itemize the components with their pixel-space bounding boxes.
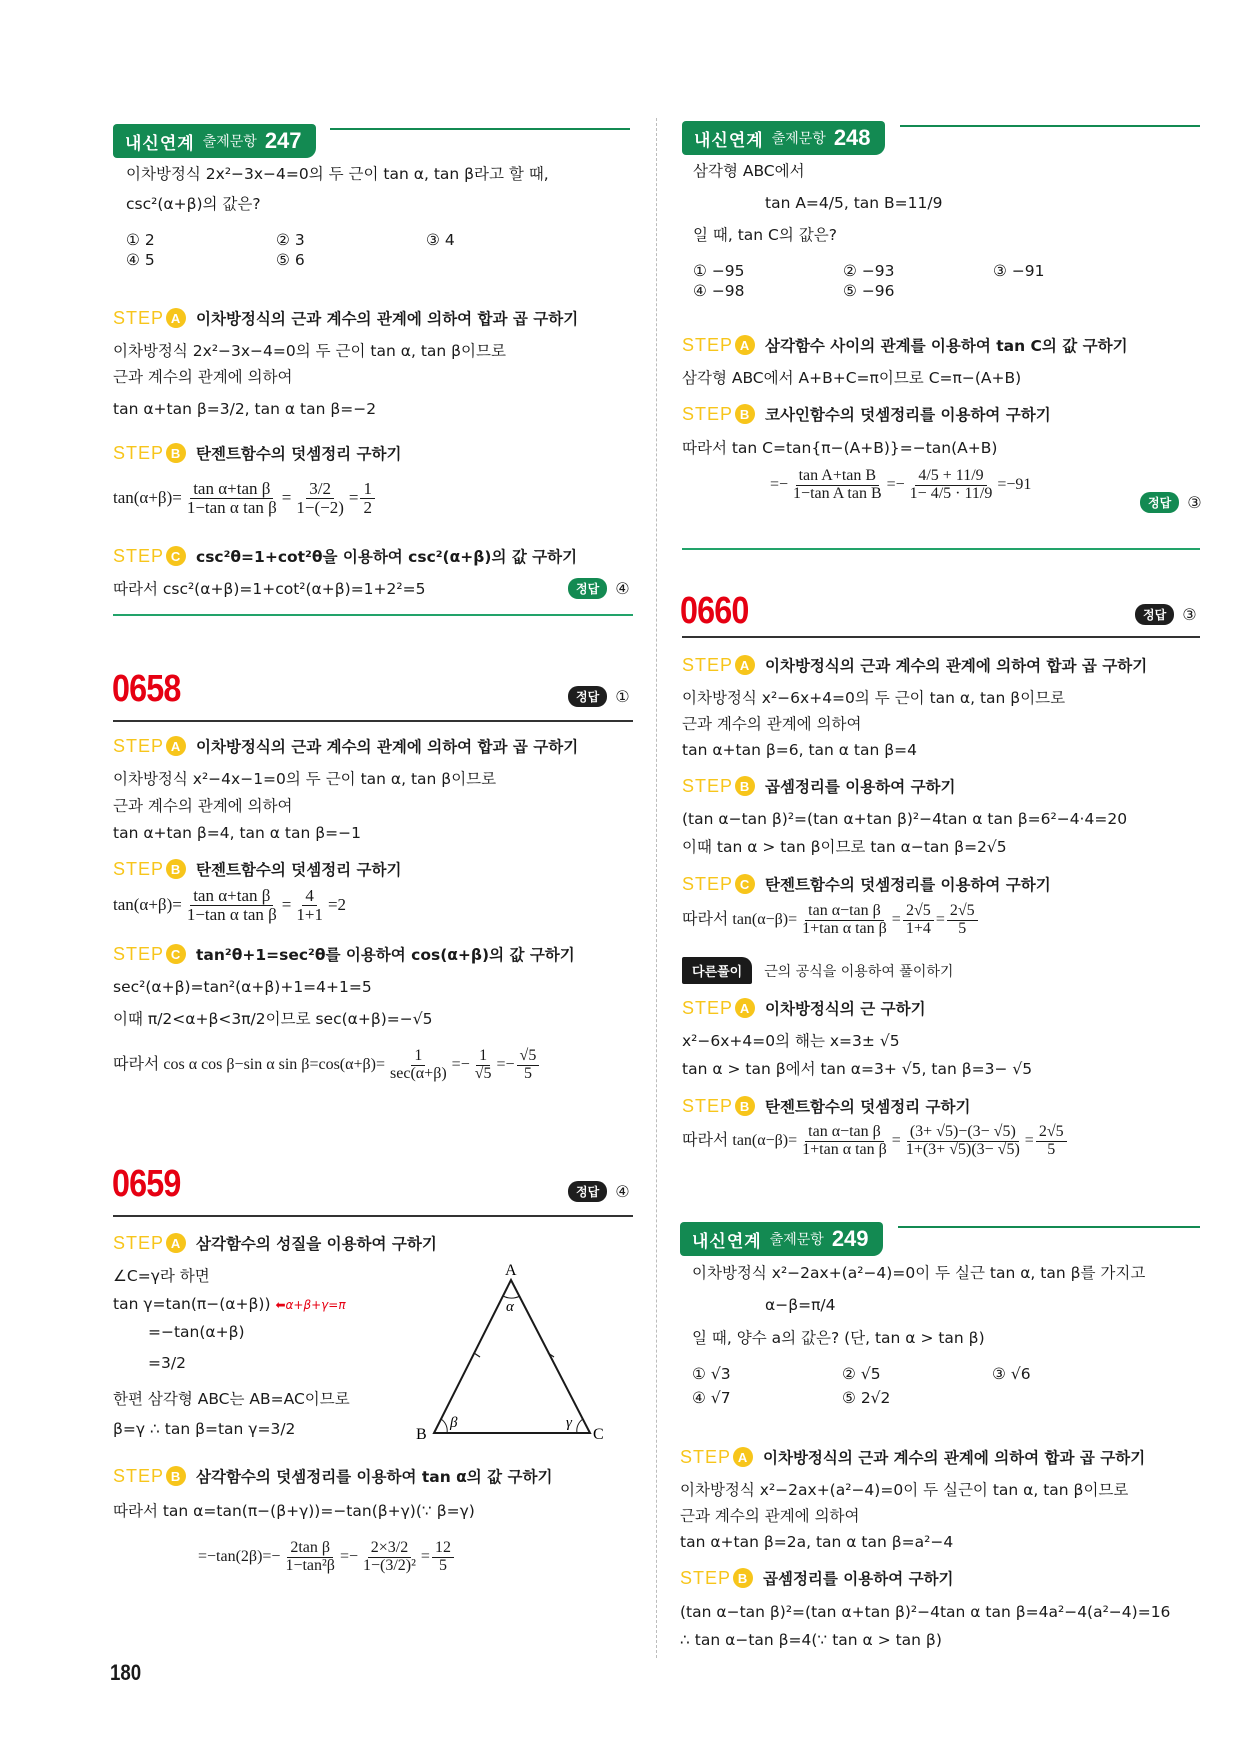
- step-title: 이차방정식의 근과 계수의 관계에 의하여 합과 곱 구하기: [196, 310, 579, 328]
- step-word: STEP: [682, 334, 734, 355]
- step-letter-icon: A: [166, 736, 186, 756]
- eq-part: =: [891, 911, 901, 929]
- equation: [198, 1540, 456, 1575]
- numerator: 2√5: [1036, 1124, 1067, 1142]
- denominator: 1+1: [296, 904, 323, 924]
- choice: ③ √6: [992, 1365, 1031, 1383]
- eq-part: 따라서 tan(α−β)=: [682, 1132, 798, 1150]
- step-letter-icon: A: [166, 308, 186, 328]
- section-rule: [113, 614, 633, 616]
- question-text: 이차방정식 x²−2ax+(a²−4)=0이 두 실근 tan α, tan β를 가지고: [692, 1264, 1146, 1282]
- answer-badge: 정답: [568, 578, 607, 599]
- numerator: tan α+tan β: [190, 480, 273, 499]
- solution-line: tan α+tan β=3/2, tan α tan β=−2: [113, 400, 377, 418]
- step-word: STEP: [113, 545, 165, 566]
- answer-badge: 정답: [568, 1181, 607, 1202]
- step-letter-icon: C: [166, 944, 186, 964]
- exam-sub: 출제문항: [769, 1232, 824, 1248]
- question-text: α−β=π/4: [765, 1296, 836, 1314]
- problem-rule: [113, 720, 633, 722]
- eq-part: =: [935, 911, 945, 929]
- step-word: STEP: [113, 442, 165, 463]
- answer-value: ③: [1182, 605, 1197, 624]
- step-b: [680, 1567, 954, 1589]
- step-word: STEP: [680, 1446, 732, 1467]
- question-text: csc²(α+β)의 값은?: [126, 195, 261, 213]
- exam-number: 249: [831, 1226, 869, 1251]
- step-a: [682, 654, 1147, 676]
- answer-value: ④: [615, 579, 630, 598]
- eq-part: =: [1024, 1132, 1034, 1150]
- step-word: STEP: [682, 997, 734, 1018]
- solution-line: 근과 계수의 관계에 의하여: [682, 715, 862, 733]
- section-rule: [682, 548, 1200, 550]
- solution-line: 근과 계수의 관계에 의하여: [680, 1507, 860, 1525]
- step-title: 삼각함수의 성질을 이용하여 구하기: [196, 1235, 437, 1253]
- choice: ① 2: [126, 231, 155, 249]
- problem-number: 0658: [112, 668, 181, 710]
- numerator: tan A+tan B: [796, 468, 879, 486]
- equation: [770, 468, 1031, 503]
- step-title: 탄젠트함수의 덧셈정리 구하기: [196, 861, 402, 879]
- denominator: 1+(3+ √5)(3− √5): [905, 1140, 1020, 1158]
- angle-beta-label: β: [450, 1415, 458, 1431]
- numerator: 1: [476, 1048, 490, 1066]
- step-letter-icon: A: [166, 1233, 186, 1253]
- step-word: STEP: [113, 1232, 165, 1253]
- step-title: 탄젠트함수의 덧셈정리 구하기: [765, 1098, 971, 1116]
- solution-line: 이차방정식 x²−6x+4=0의 두 근이 tan α, tan β이므로: [682, 689, 1066, 707]
- question-text: 삼각형 ABC에서: [693, 162, 805, 180]
- denominator: 2: [363, 497, 372, 517]
- triangle-figure: [410, 1255, 610, 1440]
- denominator: sec(α+β): [390, 1064, 447, 1082]
- step-letter-icon: B: [735, 1096, 755, 1116]
- eq-part: =−tan(2β)=−: [198, 1548, 281, 1566]
- eq-part: tan(α+β)=: [113, 488, 182, 508]
- step-b: [113, 442, 401, 464]
- numerator: tan α−tan β: [805, 903, 884, 921]
- solution-line: 이차방정식 x²−4x−1=0의 두 근이 tan α, tan β이므로: [113, 770, 497, 788]
- step-word: STEP: [682, 403, 734, 424]
- solution-line: tan α+tan β=4, tan α tan β=−1: [113, 824, 361, 842]
- solution-line: 따라서 tan α=tan(π−(β+γ))=−tan(β+γ)(∵ β=γ): [113, 1502, 475, 1520]
- denominator: 5: [958, 919, 967, 937]
- choice: ② √5: [842, 1365, 881, 1383]
- step-word: STEP: [680, 1567, 732, 1588]
- solution-line: 한편 삼각형 ABC는 AB=AC이므로: [113, 1390, 350, 1408]
- answer-value: ④: [615, 1182, 630, 1201]
- numerator: 2×3/2: [368, 1540, 411, 1558]
- eq-part: 따라서 tan(α−β)=: [682, 911, 798, 929]
- numerator: 4/5 + 11/9: [915, 468, 986, 486]
- numerator: 1: [360, 480, 375, 499]
- numerator: 2tan β: [287, 1540, 333, 1558]
- choice: ③ 4: [426, 231, 455, 249]
- eq-part: =−: [451, 1056, 470, 1074]
- eq-part: =: [348, 488, 359, 508]
- step-word: STEP: [682, 775, 734, 796]
- step-title: 탄젠트함수의 덧셈정리 구하기: [196, 445, 402, 463]
- step-letter-icon: A: [735, 655, 755, 675]
- step-word: STEP: [113, 858, 165, 879]
- solution-line: x²−6x+4=0의 해는 x=3± √5: [682, 1032, 900, 1050]
- numerator: tan α−tan β: [805, 1124, 884, 1142]
- denominator: 1−(3/2)²: [363, 1556, 416, 1574]
- alt-solution-badge: 다른풀이: [682, 957, 752, 984]
- solution-line: 이때 tan α > tan β이므로 tan α−tan β=2√5: [682, 838, 1007, 856]
- eq-part: =−: [886, 476, 905, 494]
- eq-part: =−: [496, 1056, 515, 1074]
- choice: ④ −98: [693, 282, 745, 300]
- denominator: 5: [1047, 1140, 1056, 1158]
- solution-line: 이차방정식 x²−2ax+(a²−4)=0이 두 실근이 tan α, tan β이므로: [680, 1481, 1129, 1499]
- solution-line: sec²(α+β)=tan²(α+β)+1=4+1=5: [113, 978, 372, 996]
- step-word: STEP: [113, 307, 165, 328]
- eq-part: =−: [339, 1548, 358, 1566]
- choices-249: [692, 1365, 1142, 1407]
- step-letter-icon: B: [733, 1568, 753, 1588]
- denominator: 1+4: [905, 919, 931, 937]
- choice: ④ √7: [692, 1389, 731, 1407]
- choice: ② −93: [843, 262, 895, 280]
- denominator: 5: [523, 1064, 532, 1082]
- exam-box-247-header: [113, 124, 316, 158]
- alt-solution-header: [682, 957, 953, 984]
- step-title: 곱셈정리를 이용하여 구하기: [765, 778, 956, 796]
- column-divider: [656, 118, 657, 1658]
- solution-line: tan α+tan β=2a, tan α tan β=a²−4: [680, 1533, 954, 1551]
- exam-rule: [898, 1226, 1200, 1228]
- step-letter-icon: B: [166, 859, 186, 879]
- step-b: [113, 1465, 552, 1487]
- exam-brand: 내신연계: [125, 133, 195, 154]
- question-text: 이차방정식 2x²−3x−4=0의 두 근이 tan α, tan β라고 할 때,: [126, 165, 549, 183]
- denominator: √5: [474, 1064, 492, 1082]
- numerator: 3/2: [306, 480, 334, 499]
- equation: [682, 1124, 1069, 1159]
- eq-part: tan(α+β)=: [113, 895, 182, 915]
- choice: ④ 5: [126, 251, 155, 269]
- step-c: [113, 545, 577, 567]
- answer-0658: [568, 686, 630, 707]
- step-title: 삼각함수 사이의 관계를 이용하여 tan C의 값 구하기: [765, 337, 1128, 355]
- numerator: tan α+tan β: [190, 887, 273, 906]
- solution-line: β=γ ∴ tan β=tan γ=3/2: [113, 1420, 296, 1438]
- eq-part: tan γ=tan(π−(α+β)): [113, 1295, 271, 1313]
- exam-box-248-header: [682, 121, 885, 155]
- solution-line: 이때 π/2<α+β<3π/2이므로 sec(α+β)=−√5: [113, 1010, 433, 1028]
- step-word: STEP: [682, 873, 734, 894]
- step-letter-icon: C: [166, 546, 186, 566]
- choice: ⑤ 2√2: [842, 1389, 891, 1407]
- question-text: 일 때, 양수 a의 값은? (단, tan α > tan β): [692, 1329, 985, 1347]
- solution-line: (tan α−tan β)²=(tan α+tan β)²−4tan α tan β=6²−4·4=20: [682, 810, 1128, 828]
- choices-247: [126, 231, 576, 269]
- numerator: 2√5: [947, 903, 978, 921]
- denominator: 1−tan α tan β: [186, 497, 277, 517]
- numerator: 1: [411, 1048, 425, 1066]
- exam-box-249-header: [680, 1222, 883, 1256]
- denominator: 1−tan α tan β: [186, 904, 277, 924]
- answer-badge: 정답: [1140, 492, 1179, 513]
- answer-badge: 정답: [568, 686, 607, 707]
- exam-sub: 출제문항: [202, 134, 257, 150]
- answer-value: ①: [615, 687, 630, 706]
- vertex-b-label: B: [416, 1426, 427, 1440]
- alt-solution-title: 근의 공식을 이용하여 풀이하기: [764, 963, 954, 980]
- denominator: 5: [438, 1556, 447, 1574]
- answer-value: ③: [1187, 493, 1202, 512]
- choice: ③ −91: [993, 262, 1045, 280]
- step-b: [682, 775, 956, 797]
- equation: [113, 480, 377, 517]
- step-title: 이차방정식의 근과 계수의 관계에 의하여 합과 곱 구하기: [765, 657, 1148, 675]
- eq-part: =: [891, 1132, 901, 1150]
- step-letter-icon: A: [733, 1447, 753, 1467]
- denominator: 1− 4/5 · 11/9: [909, 484, 993, 502]
- step-title: tan²θ+1=sec²θ를 이용하여 cos(α+β)의 값 구하기: [196, 946, 575, 964]
- solution-line: ∴ tan α−tan β=4(∵ tan α > tan β): [680, 1631, 942, 1649]
- answer-0659: [568, 1181, 630, 1202]
- step-word: STEP: [113, 1465, 165, 1486]
- step-a: [113, 307, 578, 329]
- step-title: 이차방정식의 근 구하기: [765, 1000, 926, 1018]
- step-title: 이차방정식의 근과 계수의 관계에 의하여 합과 곱 구하기: [196, 738, 579, 756]
- step-letter-icon: B: [166, 1466, 186, 1486]
- solution-line: 근과 계수의 관계에 의하여: [113, 797, 293, 815]
- exam-number: 248: [833, 125, 871, 150]
- equation: [113, 887, 346, 924]
- step-a: [682, 997, 926, 1019]
- problem-rule: [113, 1215, 633, 1217]
- choice: ⑤ 6: [276, 251, 305, 269]
- exam-sub: 출제문항: [771, 131, 826, 147]
- step-letter-icon: B: [735, 404, 755, 424]
- step-letter-icon: C: [735, 874, 755, 894]
- solution-line: 근과 계수의 관계에 의하여: [113, 368, 293, 386]
- angle-alpha-label: α: [506, 1299, 514, 1315]
- step-title: 코사인함수의 덧셈정리를 이용하여 구하기: [765, 406, 1051, 424]
- exam-number: 247: [264, 128, 302, 153]
- choice: ① −95: [693, 262, 745, 280]
- problem-rule: [682, 636, 1200, 638]
- step-letter-icon: B: [735, 776, 755, 796]
- answer-0660: [1135, 604, 1197, 625]
- angle-gamma-label: γ: [566, 1415, 572, 1431]
- step-letter-icon: B: [166, 443, 186, 463]
- step-title: 탄젠트함수의 덧셈정리를 이용하여 구하기: [765, 876, 1051, 894]
- solution-line: tan α+tan β=6, tan α tan β=4: [682, 741, 917, 759]
- step-word: STEP: [113, 735, 165, 756]
- step-title: csc²θ=1+cot²θ을 이용하여 csc²(α+β)의 값 구하기: [196, 548, 578, 566]
- step-word: STEP: [113, 943, 165, 964]
- choice: ⑤ −96: [843, 282, 895, 300]
- answer-badge: 정답: [1135, 604, 1174, 625]
- eq-part: 따라서 cos α cos β−sin α sin β=cos(α+β)=: [113, 1056, 386, 1074]
- solution-line: 이차방정식 2x²−3x−4=0의 두 근이 tan α, tan β이므로: [113, 342, 506, 360]
- step-title: 곱셈정리를 이용하여 구하기: [763, 1570, 954, 1588]
- step-word: STEP: [682, 654, 734, 675]
- denominator: 1−(−2): [296, 497, 344, 517]
- numerator: (3+ √5)−(3− √5): [907, 1124, 1019, 1142]
- exam-rule: [330, 128, 630, 130]
- vertex-a-label: A: [505, 1262, 517, 1279]
- exam-rule: [900, 125, 1200, 127]
- question-text: 일 때, tan C의 값은?: [693, 226, 837, 244]
- solution-line: =3/2: [148, 1354, 186, 1372]
- step-c: [113, 943, 575, 965]
- step-b: [682, 1095, 970, 1117]
- numerator: √5: [517, 1048, 540, 1066]
- numerator: 4: [302, 887, 317, 906]
- step-b: [113, 858, 401, 880]
- problem-number: 0660: [680, 590, 749, 632]
- solution-line: 따라서 csc²(α+β)=1+cot²(α+β)=1+2²=5: [113, 580, 426, 598]
- solution-line: =−tan(α+β): [148, 1323, 245, 1341]
- equation: [682, 903, 980, 938]
- numerator: 2√5: [903, 903, 934, 921]
- eq-part: =2: [327, 895, 347, 915]
- step-letter-icon: A: [735, 998, 755, 1018]
- question-text: tan A=4/5, tan B=11/9: [765, 194, 943, 212]
- solution-line: 삼각형 ABC에서 A+B+C=π이므로 C=π−(A+B): [682, 369, 1022, 387]
- solution-line: ∠C=γ라 하면: [113, 1267, 210, 1285]
- step-a: [113, 735, 578, 757]
- step-a: [680, 1446, 1145, 1468]
- step-a: [113, 1232, 437, 1254]
- step-b: [682, 403, 1051, 425]
- choices-248: [693, 262, 1143, 300]
- vertex-c-label: C: [593, 1426, 604, 1440]
- numerator: 12: [432, 1540, 454, 1558]
- choice: ② 3: [276, 231, 305, 249]
- hint-note: ⬅α+β+γ=π: [275, 1298, 346, 1312]
- step-word: STEP: [682, 1095, 734, 1116]
- problem-number: 0659: [112, 1163, 181, 1205]
- eq-part: =: [281, 488, 292, 508]
- eq-part: =−91: [997, 476, 1032, 494]
- eq-part: =: [281, 895, 292, 915]
- solution-line: tan α > tan β에서 tan α=3+ √5, tan β=3− √5: [682, 1060, 1033, 1078]
- denominator: 1−tan²β: [285, 1556, 335, 1574]
- denominator: 1+tan α tan β: [802, 919, 887, 937]
- solution-line: (tan α−tan β)²=(tan α+tan β)²−4tan α tan β=4a²−4(a²−4)=16: [680, 1603, 1171, 1621]
- eq-part: =: [420, 1548, 430, 1566]
- choice: ① √3: [692, 1365, 731, 1383]
- answer-247: [568, 578, 630, 599]
- step-letter-icon: A: [735, 335, 755, 355]
- page-number: 180: [110, 1660, 142, 1685]
- step-title: 이차방정식의 근과 계수의 관계에 의하여 합과 곱 구하기: [763, 1449, 1146, 1467]
- solution-line: 따라서 tan C=tan{π−(A+B)}=−tan(A+B): [682, 439, 998, 457]
- exam-brand: 내신연계: [692, 1231, 762, 1252]
- denominator: 1−tan A tan B: [793, 484, 882, 502]
- step-a: [682, 334, 1128, 356]
- equation: [113, 1048, 541, 1083]
- eq-part: =−: [770, 476, 789, 494]
- exam-brand: 내신연계: [694, 130, 764, 151]
- answer-248: [1140, 492, 1202, 513]
- solution-line: [113, 1293, 346, 1316]
- step-title: 삼각함수의 덧셈정리를 이용하여 tan α의 값 구하기: [196, 1468, 553, 1486]
- step-c: [682, 873, 1051, 895]
- denominator: 1+tan α tan β: [802, 1140, 887, 1158]
